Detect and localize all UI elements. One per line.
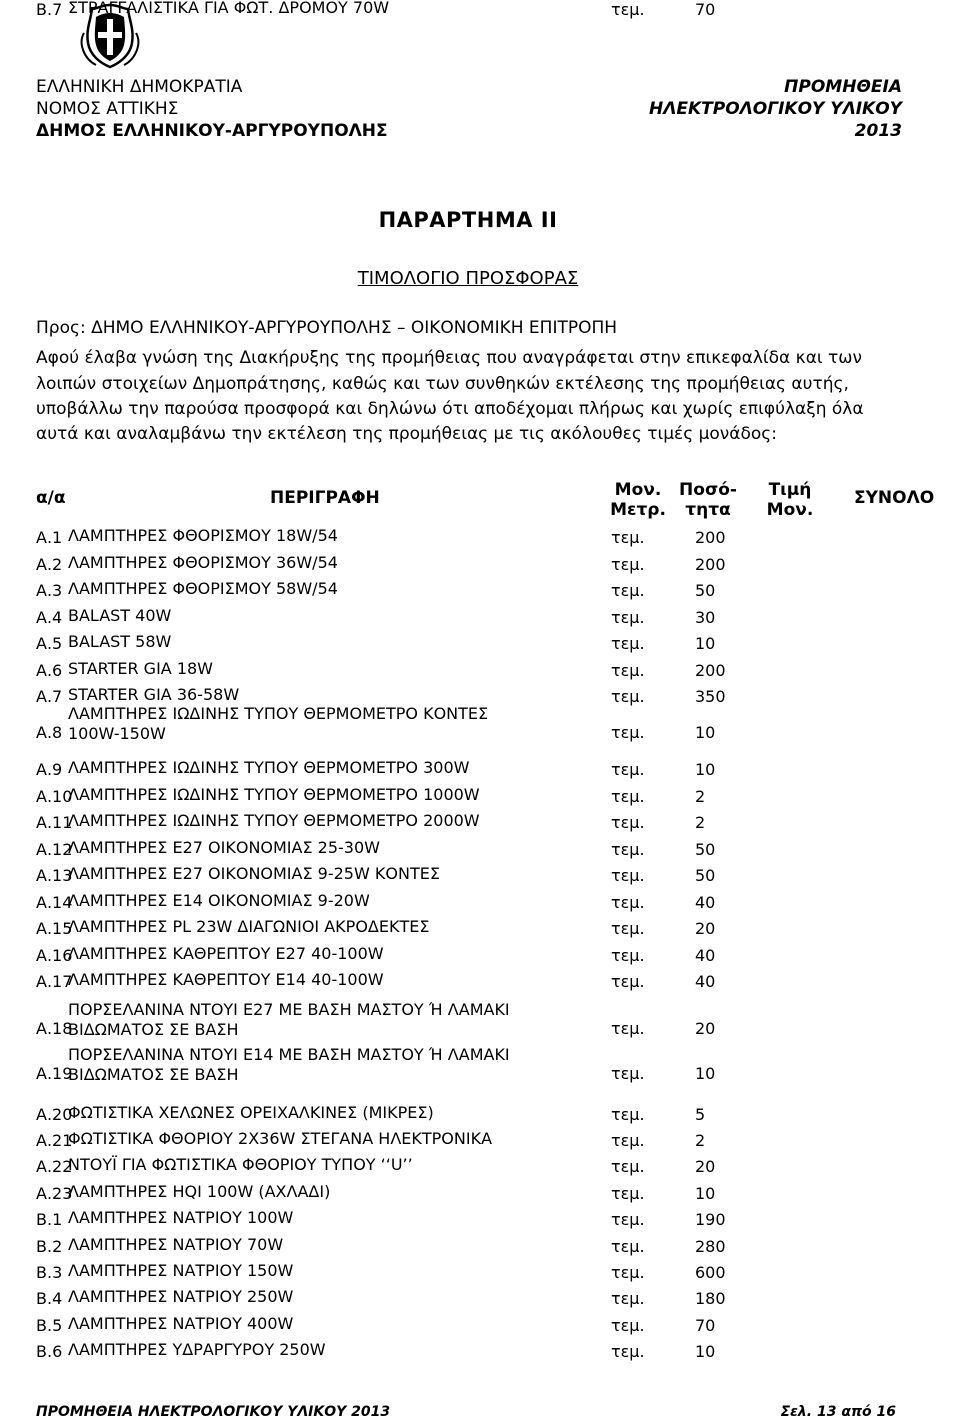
row-quantity: 350: [695, 687, 726, 706]
issuer-header: [36, 76, 388, 142]
row-description-line: ΣΤΡΑΓΓΑΛΙΣΤΙΚΑ ΓΙΑ ΦΩΤ. ΔΡΟΜΟΥ 70W: [68, 0, 390, 17]
row-unit: τεμ.: [611, 687, 645, 706]
country-line: ΕΛΛΗΝΙΚΗ ΔΗΜΟΚΡΑΤΙΑ: [36, 77, 243, 97]
row-unit: τεμ.: [611, 1131, 645, 1150]
row-description: [68, 917, 429, 937]
row-code: Α.17: [36, 972, 73, 991]
row-description: [68, 838, 380, 858]
row-description-line: ΛΑΜΠΤΗΡΕΣ ΦΘΟΡΙΣΜΟΥ 58W/54: [68, 579, 338, 598]
row-quantity: 10: [695, 1342, 716, 1361]
col-header-quantity-line1: Ποσό-: [679, 480, 737, 500]
row-quantity: 190: [695, 1210, 726, 1229]
footer-title: ΠΡΟΜΗΘΕΙΑ ΗΛΕΚΤΡΟΛΟΓΙΚΟΥ ΥΛΙΚΟΥ 2013: [36, 1404, 391, 1420]
row-description: [68, 685, 239, 705]
row-description-line: ΛΑΜΠΤΗΡΕΣ ΝΑΤΡΙΟΥ 400W: [68, 1314, 294, 1333]
project-header: [649, 76, 902, 142]
row-code: Β.7: [36, 0, 63, 19]
row-quantity: 2: [695, 813, 706, 832]
row-description: [68, 553, 338, 573]
row-code: Α.16: [36, 946, 73, 965]
row-code: Α.10: [36, 787, 73, 806]
col-header-aa: α/α: [36, 488, 66, 508]
row-unit: τεμ.: [611, 634, 645, 653]
row-description-line: ΛΑΜΠΤΗΡΕΣ Ε14 ΟΙΚΟΝΟΜΙΑΣ 9-20W: [68, 891, 370, 910]
row-unit: τεμ.: [611, 723, 645, 742]
row-description-line: ΛΑΜΠΤΗΡΕΣ Ε27 ΟΙΚΟΝΟΜΙΑΣ 9-25W ΚΟΝΤΕΣ: [68, 864, 440, 883]
row-quantity: 180: [695, 1289, 726, 1308]
col-header-unit-line2: Μετρ.: [610, 500, 666, 520]
addressee-line: Προς: ΔΗΜΟ ΕΛΛΗΝΙΚΟΥ-ΑΡΓΥΡΟΥΠΟΛΗΣ – ΟΙΚΟΝΟΜΙΚΗ ΕΠΙΤΡΟΠΗ: [36, 318, 618, 338]
col-header-price-line2: Μον.: [766, 500, 814, 520]
row-code: Α.18: [36, 1019, 73, 1038]
col-header-price-line1: Τιμή: [768, 480, 812, 500]
row-code: Β.6: [36, 1342, 63, 1361]
row-quantity: 200: [695, 661, 726, 680]
row-description-line: STARTER GIA 36-58W: [68, 685, 240, 704]
row-description: [68, 970, 384, 990]
row-description-line: ΛΑΜΠΤΗΡΕΣ ΙΩΔΙΝΗΣ ΤΥΠΟΥ ΘΕΡΜΟΜΕΤΡΟ 1000W: [68, 785, 480, 804]
row-unit: τεμ.: [611, 946, 645, 965]
row-quantity: 280: [695, 1237, 726, 1256]
row-description-line: ΛΑΜΠΤΗΡΕΣ ΦΘΟΡΙΣΜΟΥ 18W/54: [68, 526, 338, 545]
row-description: [68, 1103, 434, 1123]
row-quantity: 50: [695, 866, 716, 885]
row-quantity: 40: [695, 946, 716, 965]
row-unit: τεμ.: [611, 1184, 645, 1203]
row-description-line: 100W-150W: [68, 724, 166, 743]
row-description: [68, 891, 370, 911]
row-description: [68, 944, 384, 964]
row-quantity: 10: [695, 760, 716, 779]
row-code: Α.4: [36, 608, 63, 627]
row-unit: τεμ.: [611, 1237, 645, 1256]
row-description: [68, 1000, 510, 1040]
page-number: Σελ. 13 από 16: [780, 1404, 896, 1420]
row-description: [68, 758, 469, 778]
row-code: Α.2: [36, 555, 63, 574]
row-unit: τεμ.: [611, 919, 645, 938]
row-code: Α.8: [36, 723, 63, 742]
col-header-quantity-line2: τητα: [685, 500, 731, 520]
row-description: [68, 1287, 293, 1307]
project-line-1: ΠΡΟΜΗΘΕΙΑ: [784, 77, 902, 97]
row-description: [68, 811, 480, 831]
col-header-unit-price: [750, 480, 830, 520]
row-description-line: STARTER GIA 18W: [68, 659, 213, 678]
row-unit: τεμ.: [611, 866, 645, 885]
row-unit: τεμ.: [611, 813, 645, 832]
row-description-line: ΛΑΜΠΤΗΡΕΣ ΦΘΟΡΙΣΜΟΥ 36W/54: [68, 553, 338, 572]
row-quantity: 50: [695, 840, 716, 859]
row-quantity: 600: [695, 1263, 726, 1282]
row-description-line: ΛΑΜΠΤΗΡΕΣ ΥΔΡΑΡΓΥΡΟΥ 250W: [68, 1340, 326, 1359]
row-unit: τεμ.: [611, 528, 645, 547]
row-code: Α.13: [36, 866, 73, 885]
row-quantity: 2: [695, 1131, 706, 1150]
row-description: [68, 659, 213, 679]
row-quantity: 30: [695, 608, 716, 627]
row-description-line: ΛΑΜΠΤΗΡΕΣ Ε27 ΟΙΚΟΝΟΜΙΑΣ 25-30W: [68, 838, 380, 857]
row-quantity: 200: [695, 528, 726, 547]
row-code: Α.15: [36, 919, 73, 938]
row-description-line: ΒΙΔΩΜΑΤΟΣ ΣΕ ΒΑΣΗ: [68, 1020, 239, 1039]
row-description: [68, 1340, 326, 1360]
row-description: [68, 632, 171, 652]
paragraph-line: Αφού έλαβα γνώση της Διακήρυξης της προμήθειας που αναγράφεται στην επικεφαλίδα και των: [36, 348, 863, 368]
row-description: [68, 1182, 330, 1202]
row-description-line: BALAST 58W: [68, 632, 172, 651]
row-description-line: ΦΩΤΙΣΤΙΚΑ ΧΕΛΩΝΕΣ ΟΡΕΙΧΑΛΚΙΝΕΣ (ΜΙΚΡΕΣ): [68, 1103, 434, 1122]
row-unit: τεμ.: [611, 555, 645, 574]
row-description-line: ΛΑΜΠΤΗΡΕΣ ΚΑΘΡΕΠΤΟΥ Ε14 40-100W: [68, 970, 384, 989]
row-code: Α.1: [36, 528, 63, 547]
project-year: 2013: [854, 121, 902, 141]
row-code: Α.14: [36, 893, 73, 912]
row-quantity: 10: [695, 1184, 716, 1203]
row-description-line: ΛΑΜΠΤΗΡΕΣ ΙΩΔΙΝΗΣ ΤΥΠΟΥ ΘΕΡΜΟΜΕΤΡΟ 300W: [68, 758, 470, 777]
row-quantity: 10: [695, 1064, 716, 1083]
row-code: Α.22: [36, 1157, 73, 1176]
row-code: Α.11: [36, 813, 73, 832]
row-description: [68, 1261, 293, 1281]
row-description: [68, 1208, 293, 1228]
row-unit: τεμ.: [611, 1263, 645, 1282]
row-unit: τεμ.: [611, 0, 645, 19]
row-code: Α.21: [36, 1131, 73, 1150]
row-description-line: ΛΑΜΠΤΗΡΕΣ ΝΑΤΡΙΟΥ 70W: [68, 1235, 284, 1254]
row-code: Α.9: [36, 760, 63, 779]
row-description-line: ΛΑΜΠΤΗΡΕΣ ΚΑΘΡΕΠΤΟΥ Ε27 40-100W: [68, 944, 384, 963]
row-description-line: ΛΑΜΠΤΗΡΕΣ ΝΑΤΡΙΟΥ 250W: [68, 1287, 294, 1306]
row-description-line: ΛΑΜΠΤΗΡΕΣ ΝΑΤΡΙΟΥ 100W: [68, 1208, 294, 1227]
row-description-line: ΛΑΜΠΤΗΡΕΣ ΙΩΔΙΝΗΣ ΤΥΠΟΥ ΘΕΡΜΟΜΕΤΡΟ 2000W: [68, 811, 480, 830]
row-unit: τεμ.: [611, 1316, 645, 1335]
row-description: [68, 526, 338, 546]
row-quantity: 70: [695, 1316, 716, 1335]
row-unit: τεμ.: [611, 972, 645, 991]
row-description-line: ΠΟΡΣΕΛΑΝΙΝΑ ΝΤΟΥΙ Ε14 ΜΕ ΒΑΣΗ ΜΑΣΤΟΥ Ή ΛΑΜΑΚΙ: [68, 1045, 510, 1064]
row-description-line: ΛΑΜΠΤΗΡΕΣ ΙΩΔΙΝΗΣ ΤΥΠΟΥ ΘΕΡΜΟΜΕΤΡΟ ΚΟΝΤΕΣ: [68, 704, 489, 723]
col-header-unit-line1: Μον.: [614, 480, 662, 500]
row-quantity: 20: [695, 1157, 716, 1176]
row-unit: τεμ.: [611, 893, 645, 912]
row-description-line: ΛΑΜΠΤΗΡΕΣ HQI 100W (ΑΧΛΑΔΙ): [68, 1182, 331, 1201]
row-description-line: ΝΤΟΥΪ ΓΙΑ ΦΩΤΙΣΤΙΚΑ ΦΘΟΡΙΟΥ ΤΥΠΟΥ ‘‘U’’: [68, 1155, 413, 1174]
row-quantity: 5: [695, 1105, 706, 1124]
row-quantity: 70: [695, 0, 716, 19]
row-quantity: 10: [695, 634, 716, 653]
row-description: [68, 1155, 413, 1175]
row-description: [68, 606, 171, 626]
col-header-total: ΣΥΝΟΛΟ: [854, 488, 935, 508]
row-description: [68, 785, 480, 805]
row-description: [68, 864, 440, 884]
row-code: Α.7: [36, 687, 63, 706]
row-code: Α.19: [36, 1064, 73, 1083]
row-code: Α.3: [36, 581, 63, 600]
row-code: Β.1: [36, 1210, 63, 1229]
row-description-line: BALAST 40W: [68, 606, 172, 625]
row-unit: τεμ.: [611, 840, 645, 859]
paragraph-line: λοιπών στοιχείων Δημοπράτησης, καθώς και των συνθηκών εκτέλεσης της προμήθειας αυτής,: [36, 374, 849, 394]
row-unit: τεμ.: [611, 581, 645, 600]
row-unit: τεμ.: [611, 1105, 645, 1124]
row-unit: τεμ.: [611, 1157, 645, 1176]
row-unit: τεμ.: [611, 760, 645, 779]
row-description-line: ΛΑΜΠΤΗΡΕΣ PL 23W ΔΙΑΓΩΝΙΟΙ ΑΚΡΟΔΕΚΤΕΣ: [68, 917, 430, 936]
row-quantity: 40: [695, 972, 716, 991]
row-quantity: 40: [695, 893, 716, 912]
row-quantity: 2: [695, 787, 706, 806]
row-code: Α.23: [36, 1184, 73, 1203]
col-header-quantity: [668, 480, 748, 520]
project-line-2: ΗΛΕΚΤΡΟΛΟΓΙΚΟΥ ΥΛΙΚΟΥ: [648, 99, 902, 119]
row-quantity: 20: [695, 1019, 716, 1038]
row-code: Α.20: [36, 1105, 73, 1124]
row-quantity: 50: [695, 581, 716, 600]
row-description: [68, 1314, 293, 1334]
row-description: [68, 579, 338, 599]
row-code: Β.4: [36, 1289, 63, 1308]
annex-title: ΠΑΡΑΡΤΗΜΑ ΙΙ: [378, 208, 558, 232]
row-code: Α.12: [36, 840, 73, 859]
row-description-line: ΛΑΜΠΤΗΡΕΣ ΝΑΤΡΙΟΥ 150W: [68, 1261, 294, 1280]
municipality-line: ΔΗΜΟΣ ΕΛΛΗΝΙΚΟΥ-ΑΡΓΥΡΟΥΠΟΛΗΣ: [36, 121, 388, 141]
row-description: [68, 704, 488, 744]
row-code: Β.3: [36, 1263, 63, 1282]
row-unit: τεμ.: [611, 1210, 645, 1229]
paragraph-line: υποβάλλω την παρούσα προσφορά και δηλώνω ότι αποδέχομαι πλήρως και χωρίς επιφύλαξη όλα: [36, 399, 864, 419]
row-description: [68, 1045, 510, 1085]
row-quantity: 10: [695, 723, 716, 742]
row-code: Β.2: [36, 1237, 63, 1256]
row-description-line: ΒΙΔΩΜΑΤΟΣ ΣΕ ΒΑΣΗ: [68, 1065, 239, 1084]
row-description-line: ΦΩΤΙΣΤΙΚΑ ΦΘΟΡΙΟΥ 2Χ36W ΣΤΕΓΑΝΑ ΗΛΕΚΤΡΟΝΙΚΑ: [68, 1129, 493, 1148]
row-code: Α.6: [36, 661, 63, 680]
row-quantity: 20: [695, 919, 716, 938]
row-description: [68, 1235, 283, 1255]
paragraph-line: αυτά και αναλαμβάνω την εκτέλεση της προμήθειας με τις ακόλουθες τιμές μονάδος:: [36, 424, 778, 444]
row-description: [68, 0, 389, 18]
row-code: Β.5: [36, 1316, 63, 1335]
col-header-unit: [598, 480, 678, 520]
row-unit: τεμ.: [611, 1289, 645, 1308]
row-code: Α.5: [36, 634, 63, 653]
document-subtitle: ΤΙΜΟΛΟΓΙΟ ΠΡΟΣΦΟΡΑΣ: [357, 268, 579, 289]
prefecture-line: ΝΟΜΟΣ ΑΤΤΙΚΗΣ: [36, 99, 179, 119]
row-description-line: ΠΟΡΣΕΛΑΝΙΝΑ ΝΤΟΥΙ Ε27 ΜΕ ΒΑΣΗ ΜΑΣΤΟΥ Ή ΛΑΜΑΚΙ: [68, 1000, 510, 1019]
row-description: [68, 1129, 492, 1149]
row-unit: τεμ.: [611, 1019, 645, 1038]
row-quantity: 200: [695, 555, 726, 574]
row-unit: τεμ.: [611, 1064, 645, 1083]
row-unit: τεμ.: [611, 608, 645, 627]
row-unit: τεμ.: [611, 787, 645, 806]
col-header-description: ΠΕΡΙΓΡΑΦΗ: [270, 488, 380, 508]
row-unit: τεμ.: [611, 1342, 645, 1361]
row-unit: τεμ.: [611, 661, 645, 680]
